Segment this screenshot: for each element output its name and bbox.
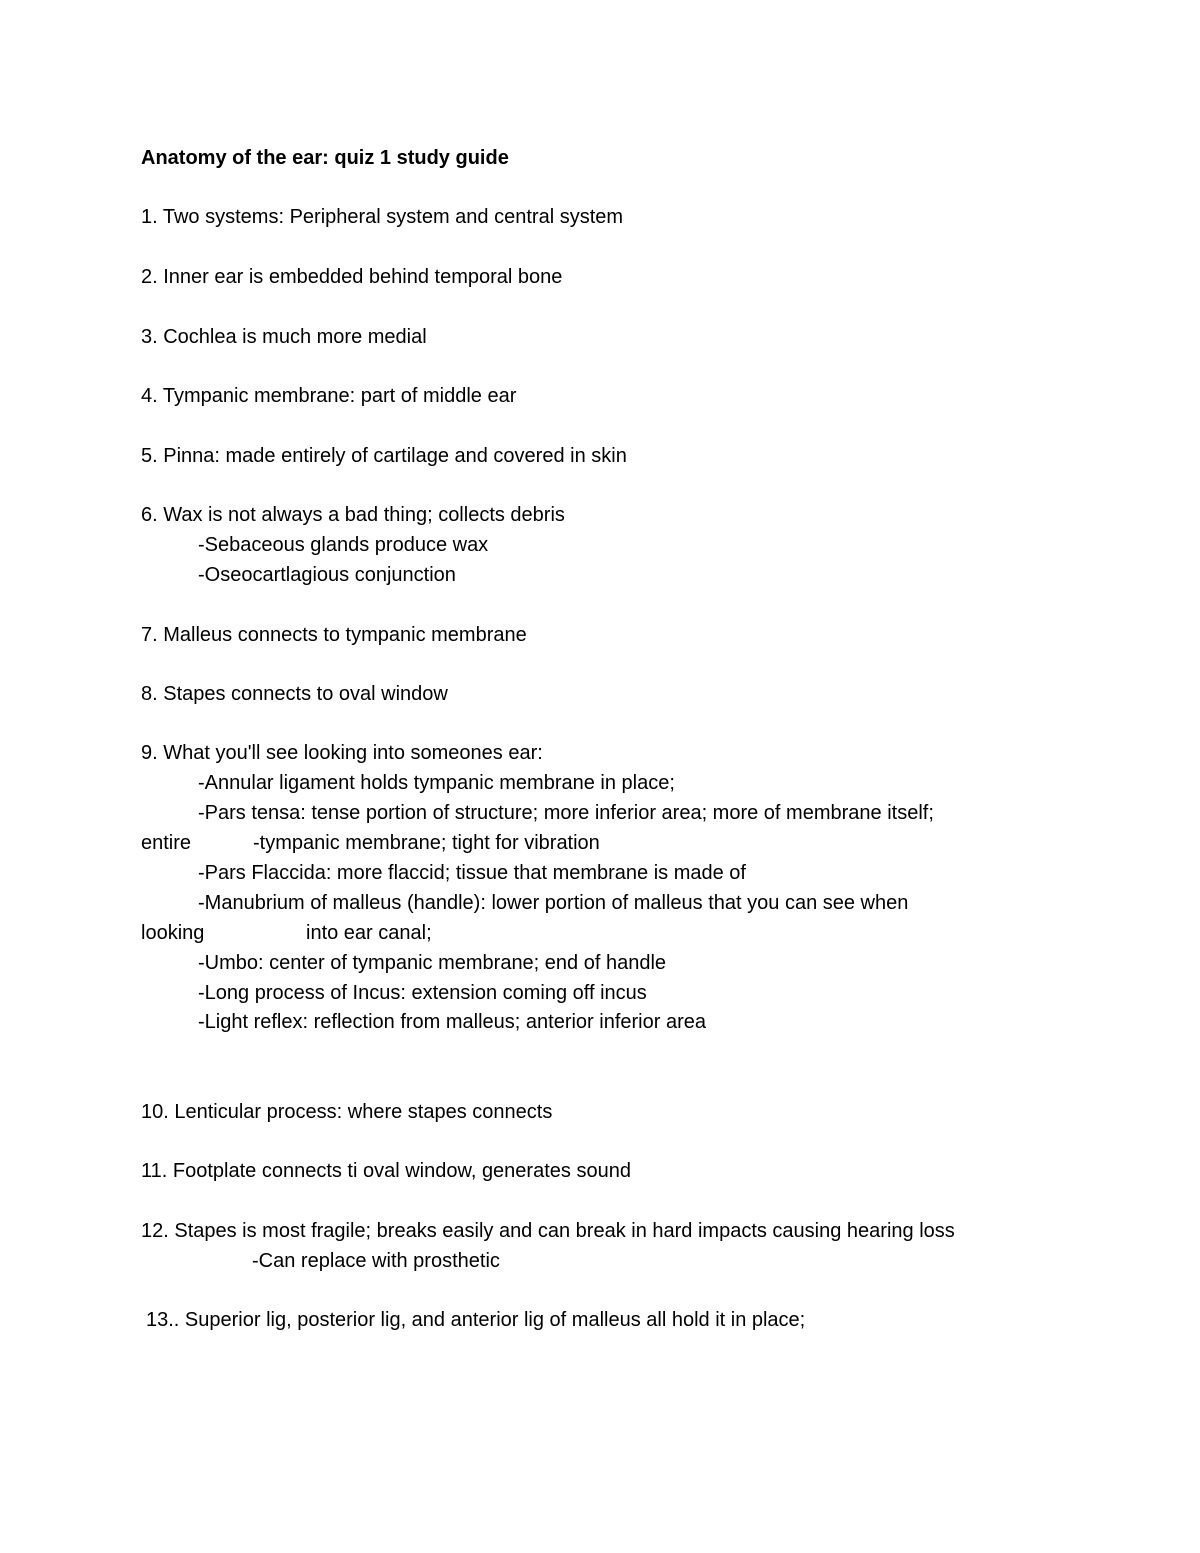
list-item-11: 11. Footplate connects ti oval window, generates sound <box>141 1160 631 1182</box>
list-item-5: 5. Pinna: made entirely of cartilage and covered in skin <box>141 445 627 467</box>
wrap-word-looking: looking <box>141 922 205 944</box>
list-item-8: 8. Stapes connects to oval window <box>141 683 448 705</box>
sub-item-manubrium-continued: into ear canal; <box>306 922 432 944</box>
sub-item-sebaceous: -Sebaceous glands produce wax <box>198 534 489 556</box>
sub-item-pars-flaccida: -Pars Flaccida: more flaccid; tissue that membrane is made of <box>198 862 746 884</box>
list-item-1: 1. Two systems: Peripheral system and central system <box>141 206 624 228</box>
list-item-2: 2. Inner ear is embedded behind temporal bone <box>141 266 563 288</box>
sub-item-pars-tensa: -Pars tensa: tense portion of structure; more inferior area; more of membrane itself; <box>198 802 934 824</box>
list-item-12: 12. Stapes is most fragile; breaks easily and can break in hard impacts causing hearing loss <box>141 1220 955 1242</box>
list-item-13: 13.. Superior lig, posterior lig, and anterior lig of malleus all hold it in place; <box>146 1309 806 1331</box>
list-item-4: 4. Tympanic membrane: part of middle ear <box>141 385 517 407</box>
sub-item-umbo: -Umbo: center of tympanic membrane; end of handle <box>198 952 667 974</box>
sub-item-pars-tensa-continued: -tympanic membrane; tight for vibration <box>253 832 600 854</box>
sub-item-light-reflex: -Light reflex: reflection from malleus; anterior inferior area <box>198 1011 706 1033</box>
document-title: Anatomy of the ear: quiz 1 study guide <box>141 147 509 169</box>
list-item-6: 6. Wax is not always a bad thing; collects debris <box>141 504 565 526</box>
sub-item-oseocartlagious: -Oseocartlagious conjunction <box>198 564 456 586</box>
list-item-7: 7. Malleus connects to tympanic membrane <box>141 624 527 646</box>
sub-item-manubrium: -Manubrium of malleus (handle): lower portion of malleus that you can see when <box>198 892 909 914</box>
sub-item-prosthetic: -Can replace with prosthetic <box>252 1250 500 1272</box>
list-item-3: 3. Cochlea is much more medial <box>141 326 427 348</box>
list-item-9: 9. What you'll see looking into someones ear: <box>141 742 543 764</box>
sub-item-annular: -Annular ligament holds tympanic membrane in place; <box>198 772 675 794</box>
sub-item-long-process: -Long process of Incus: extension coming off incus <box>198 982 647 1004</box>
wrap-word-entire: entire <box>141 832 192 854</box>
list-item-10: 10. Lenticular process: where stapes connects <box>141 1101 553 1123</box>
